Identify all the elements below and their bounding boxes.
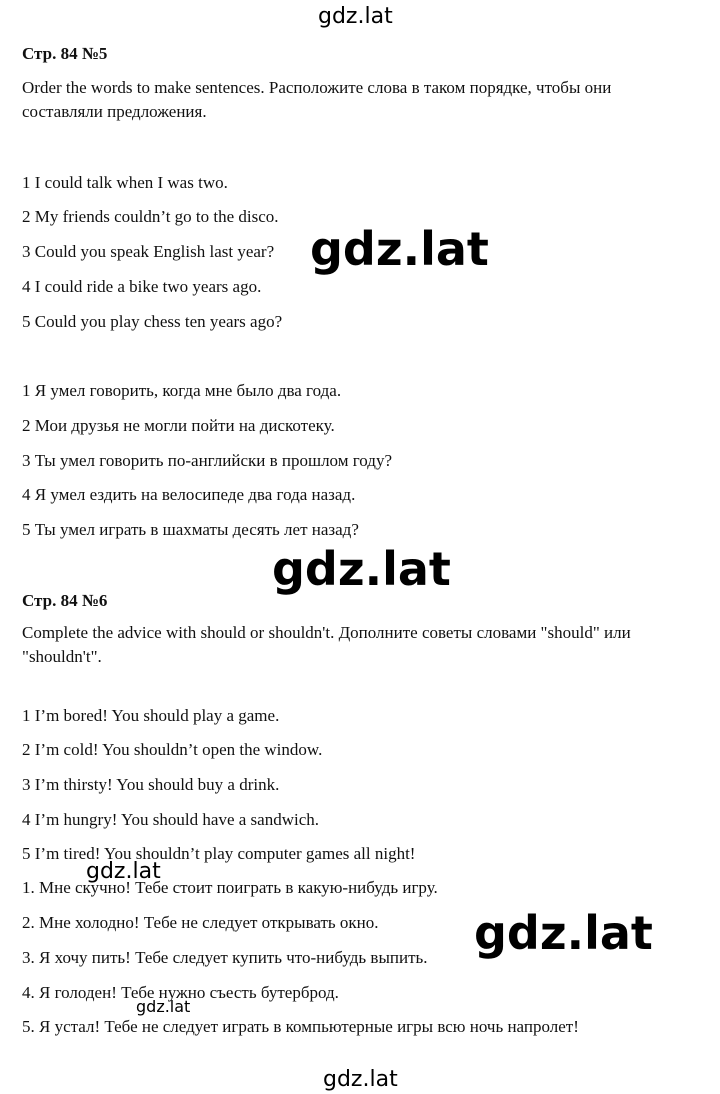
section-2-russian-line: 5. Я устал! Тебе не следует играть в компьютерные игры всю ночь напролет! <box>22 1017 579 1036</box>
section-1-russian-line: 5 Ты умел играть в шахматы десять лет назад? <box>22 520 359 539</box>
watermark-big-right: gdz.lat <box>474 906 653 960</box>
section-2-english-line: 3 I’m thirsty! You should buy a drink. <box>22 775 280 794</box>
section-1-russian-line: 1 Я умел говорить, когда мне было два года. <box>22 381 342 400</box>
watermark-small-1: gdz.lat <box>86 859 161 884</box>
section-2-english-line: 4 I’m hungry! You should have a sandwich. <box>22 810 319 829</box>
section-2-russian-line: 3. Я хочу пить! Тебе следует купить что-нибудь выпить. <box>22 948 428 967</box>
section-1-russian-line: 4 Я умел ездить на велосипеде два года назад. <box>22 485 356 504</box>
section-1-russian-line: 2 Мои друзья не могли пойти на дискотеку. <box>22 416 335 435</box>
section-2-english-line: 5 I’m tired! You shouldn’t play computer games all night! <box>22 844 416 863</box>
section-2-russian-line: 2. Мне холодно! Тебе не следует открывать окно. <box>22 913 379 932</box>
section-2-heading: Стр. 84 №6 <box>22 591 108 610</box>
watermark-bottom: gdz.lat <box>323 1067 398 1092</box>
section-1-instruction: Order the words to make sentences. Расположите слова в таком порядке, чтобы они составляли предложения. <box>22 78 612 121</box>
section-1-english-line: 5 Could you play chess ten years ago? <box>22 312 283 331</box>
watermark-mid-2: gdz.lat <box>272 542 451 596</box>
watermark-top: gdz.lat <box>318 4 393 29</box>
section-2-russian-line: 1. Мне скучно! Тебе стоит поиграть в какую-нибудь игру. <box>22 878 438 897</box>
watermark-mid-1: gdz.lat <box>310 222 489 276</box>
section-1-heading: Стр. 84 №5 <box>22 44 108 63</box>
section-2-english-line: 2 I’m cold! You shouldn’t open the window. <box>22 740 323 759</box>
section-1-english-line: 4 I could ride a bike two years ago. <box>22 277 262 296</box>
section-2-russian-line: 4. Я голоден! Тебе нужно съесть бутерброд. <box>22 983 339 1002</box>
section-1-russian-line: 3 Ты умел говорить по-английски в прошлом году? <box>22 451 392 470</box>
section-1-english-line: 3 Could you speak English last year? <box>22 242 275 261</box>
watermark-tiny: gdz.lat <box>136 997 191 1016</box>
section-1-english-line: 2 My friends couldn’t go to the disco. <box>22 207 279 226</box>
section-1-english-line: 1 I could talk when I was two. <box>22 173 228 192</box>
section-2-instruction: Complete the advice with should or shouldn't. Дополните советы словами "should" или "shouldn't". <box>22 623 631 666</box>
section-2-english-line: 1 I’m bored! You should play a game. <box>22 706 280 725</box>
